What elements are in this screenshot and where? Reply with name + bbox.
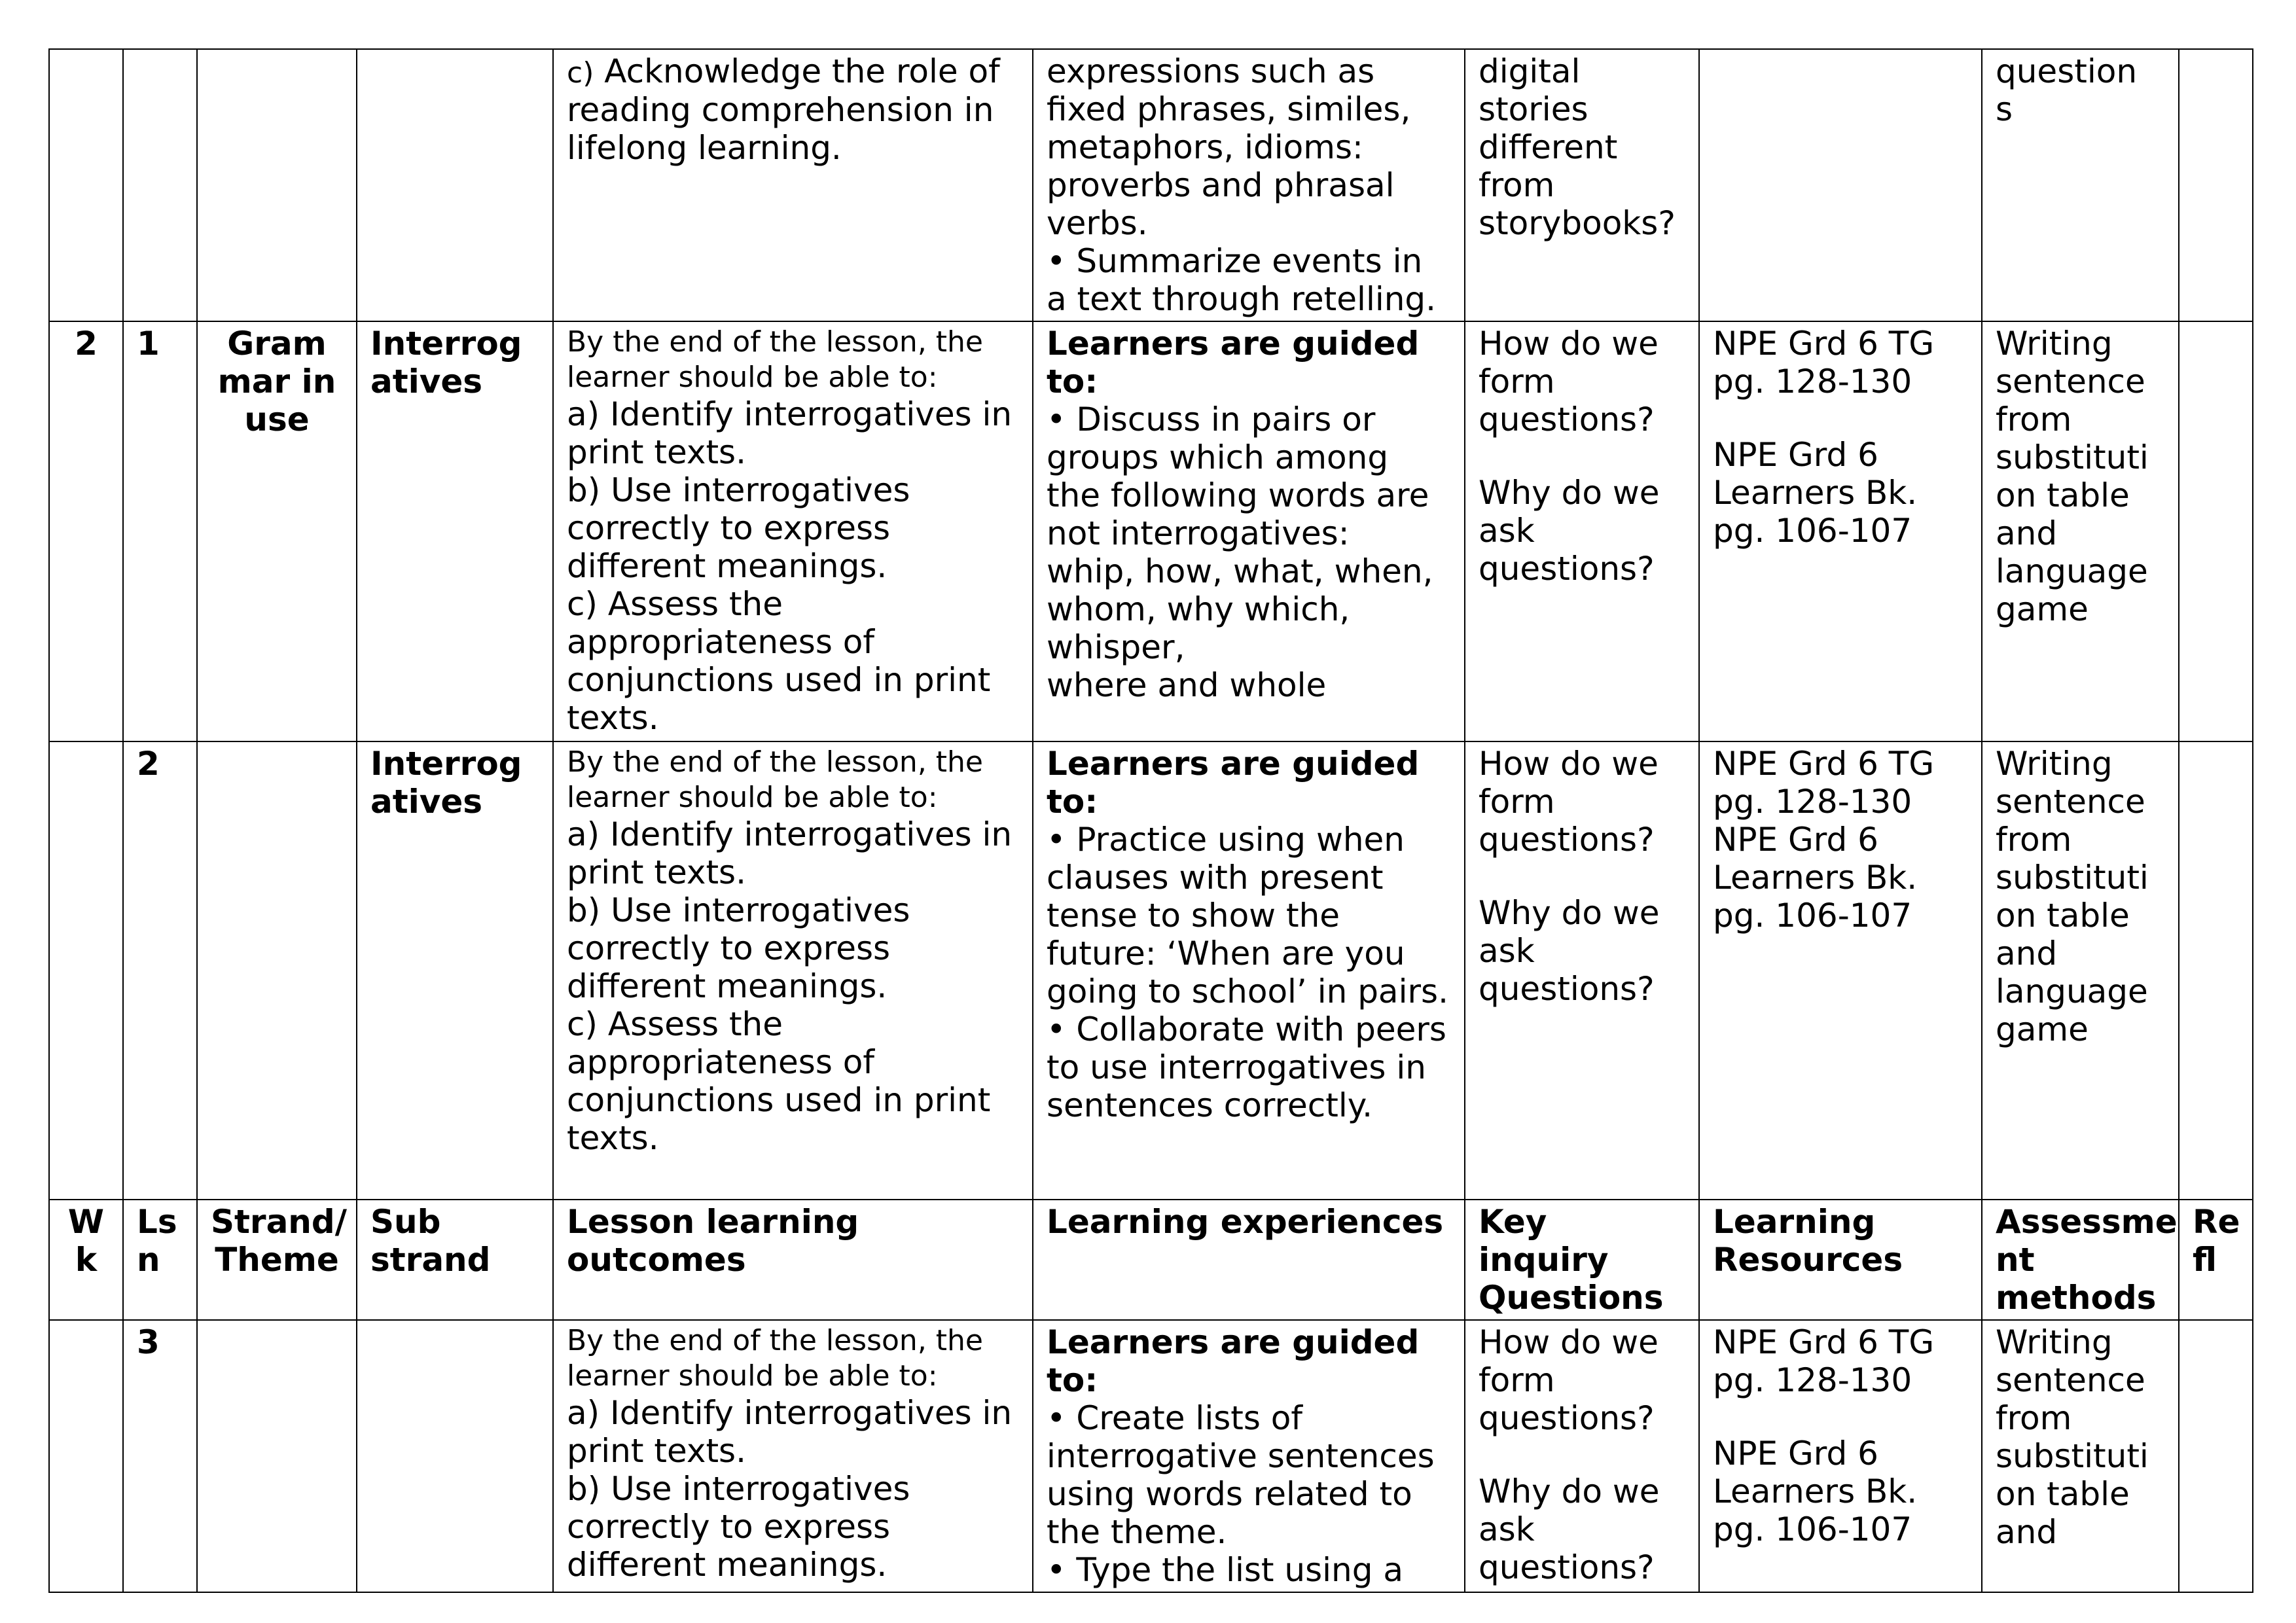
resources-cell [1699,741,1982,1200]
resources-cell [1699,49,1982,321]
experiences-heading: Learners are guided to: [1047,325,1420,401]
experiences-cell [1033,1320,1465,1592]
inquiry-question-2: Why do we ask questions? [1479,894,1660,1008]
resource-learners-book: NPE Grd 6 Learners Bk. pg. 106-107 [1713,821,1918,935]
experiences-cell [1033,321,1465,741]
refl-cell [2179,741,2253,1200]
header-inquiry: Key inquiry Questions [1465,1200,1699,1320]
refl-cell [2179,1320,2253,1592]
inquiry-cell [1465,321,1699,741]
lsn-cell: 3 [123,1320,197,1592]
resource-teacher-guide: NPE Grd 6 TG pg. 128-130 [1713,1323,1935,1399]
table-row-week2-lesson1 [49,321,2253,741]
experience-item: • Create lists of interrogative sentences using words related to the theme. [1047,1399,1451,1551]
inquiry-question-1: How do we form questions? [1479,325,1659,438]
outcome-a: a) Identify interrogatives in print texts. [567,395,1013,471]
experiences-cell [1033,49,1465,321]
lsn-cell: 2 [123,741,197,1200]
experience-item: • Practice using when clauses with present tense to show the future: ‘When are you going to school’ in pairs. [1047,821,1451,1010]
outcome-a: a) Identify interrogatives in print texts. [567,1394,1013,1470]
outcomes-intro: By the end of the lesson, the learner should be able to: [567,325,984,394]
experience-list [1047,401,1451,552]
assessment-cell: Writing sentence from substituti on table and [1982,1320,2179,1592]
sub-strand-cell: Interrog atives [357,741,553,1200]
inquiry-question-1: How do we form questions? [1479,745,1659,859]
refl-cell [2179,49,2253,321]
header-experiences: Learning experiences [1033,1200,1465,1320]
inquiry-text: digital stories different from storybooks? [1479,52,1676,242]
scheme-of-work-table [48,48,2253,1593]
assessment-cell: question s [1982,49,2179,321]
resource-teacher-guide: NPE Grd 6 TG pg. 128-130 [1713,325,1935,401]
table-row-continuation [49,49,2253,321]
header-resources: Learning Resources [1699,1200,1982,1320]
table-header-row [49,1200,2253,1320]
outcomes-cell [553,1320,1033,1592]
outcomes-cell [553,321,1033,741]
lsn-cell [123,49,197,321]
sub-strand-cell [357,1320,553,1592]
experience-list [1047,1399,1451,1589]
header-outcomes: Lesson learning outcomes [553,1200,1033,1320]
resources-cell [1699,1320,1982,1592]
outcome-b: b) Use interrogatives correctly to express different meanings. [567,891,910,1005]
outcome-b: b) Use interrogatives correctly to express different meanings. [567,471,910,585]
outcome-c-text: Acknowledge the role of reading comprehension in lifelong learning. [567,52,1000,167]
outcome-c-marker: c) [567,56,594,90]
resource-learners-book: NPE Grd 6 Learners Bk. pg. 106-107 [1713,1435,1918,1548]
resources-cell [1699,321,1982,741]
strand-cell: Gram mar in use [197,321,357,741]
header-lsn: Ls n [123,1200,197,1320]
experiences-heading: Learners are guided to: [1047,1323,1420,1399]
experience-item: • Collaborate with peers to use interrogatives in sentences correctly. [1047,1010,1451,1124]
header-sub-strand: Sub strand [357,1200,553,1320]
outcomes-cell [553,49,1033,321]
assessment-cell: Writing sentence from substituti on table and language game [1982,321,2179,741]
lsn-cell: 1 [123,321,197,741]
experience-item: • Summarize events in a text through retelling. [1047,242,1451,318]
sub-strand-cell [357,49,553,321]
wk-cell [49,1320,123,1592]
outcome-b: b) Use interrogatives correctly to express different meanings. [567,1470,910,1584]
experience-item: • Type the list using a [1047,1551,1451,1589]
refl-cell [2179,321,2253,741]
header-wk: W k [49,1200,123,1320]
outcome-a: a) Identify interrogatives in print texts. [567,815,1013,891]
experience-item: • Discuss in pairs or groups which among the following words are not interrogatives: [1047,401,1451,552]
resource-learners-book: NPE Grd 6 Learners Bk. pg. 106-107 [1713,436,1918,550]
experience-text: expressions such as fixed phrases, similes, metaphors, idioms: proverbs and phrasal verbs. [1047,52,1411,242]
strand-cell [197,1320,357,1592]
experience-words: whip, how, what, when, whom, why which, whisper, where and whole [1047,552,1433,704]
inquiry-cell [1465,49,1699,321]
experience-list [1047,821,1451,1124]
inquiry-cell [1465,741,1699,1200]
outcomes-intro: By the end of the lesson, the learner should be able to: [567,745,984,814]
outcomes-intro: By the end of the lesson, the learner should be able to: [567,1324,984,1393]
header-strand: Strand/ Theme [197,1200,357,1320]
experience-list [1047,242,1451,318]
wk-cell [49,741,123,1200]
wk-cell: 2 [49,321,123,741]
header-refl: Re fl [2179,1200,2253,1320]
experiences-cell [1033,741,1465,1200]
resource-teacher-guide: NPE Grd 6 TG pg. 128-130 [1713,745,1935,821]
table-row-lesson2 [49,741,2253,1200]
strand-cell [197,741,357,1200]
outcomes-cell [553,741,1033,1200]
experiences-heading: Learners are guided to: [1047,745,1420,821]
inquiry-cell [1465,1320,1699,1592]
inquiry-question-1: How do we form questions? [1479,1323,1659,1437]
wk-cell [49,49,123,321]
outcome-c: c) Assess the appropriateness of conjunctions used in print texts. [567,585,991,737]
outcome-c: c) Assess the appropriateness of conjunctions used in print texts. [567,1005,991,1157]
inquiry-question-2: Why do we ask questions? [1479,474,1660,588]
table-row-lesson3 [49,1320,2253,1592]
assessment-cell: Writing sentence from substituti on table and language game [1982,741,2179,1200]
strand-cell [197,49,357,321]
sub-strand-cell: Interrog atives [357,321,553,741]
header-assessment: Assessme nt methods [1982,1200,2179,1320]
inquiry-question-2: Why do we ask questions? [1479,1472,1660,1586]
